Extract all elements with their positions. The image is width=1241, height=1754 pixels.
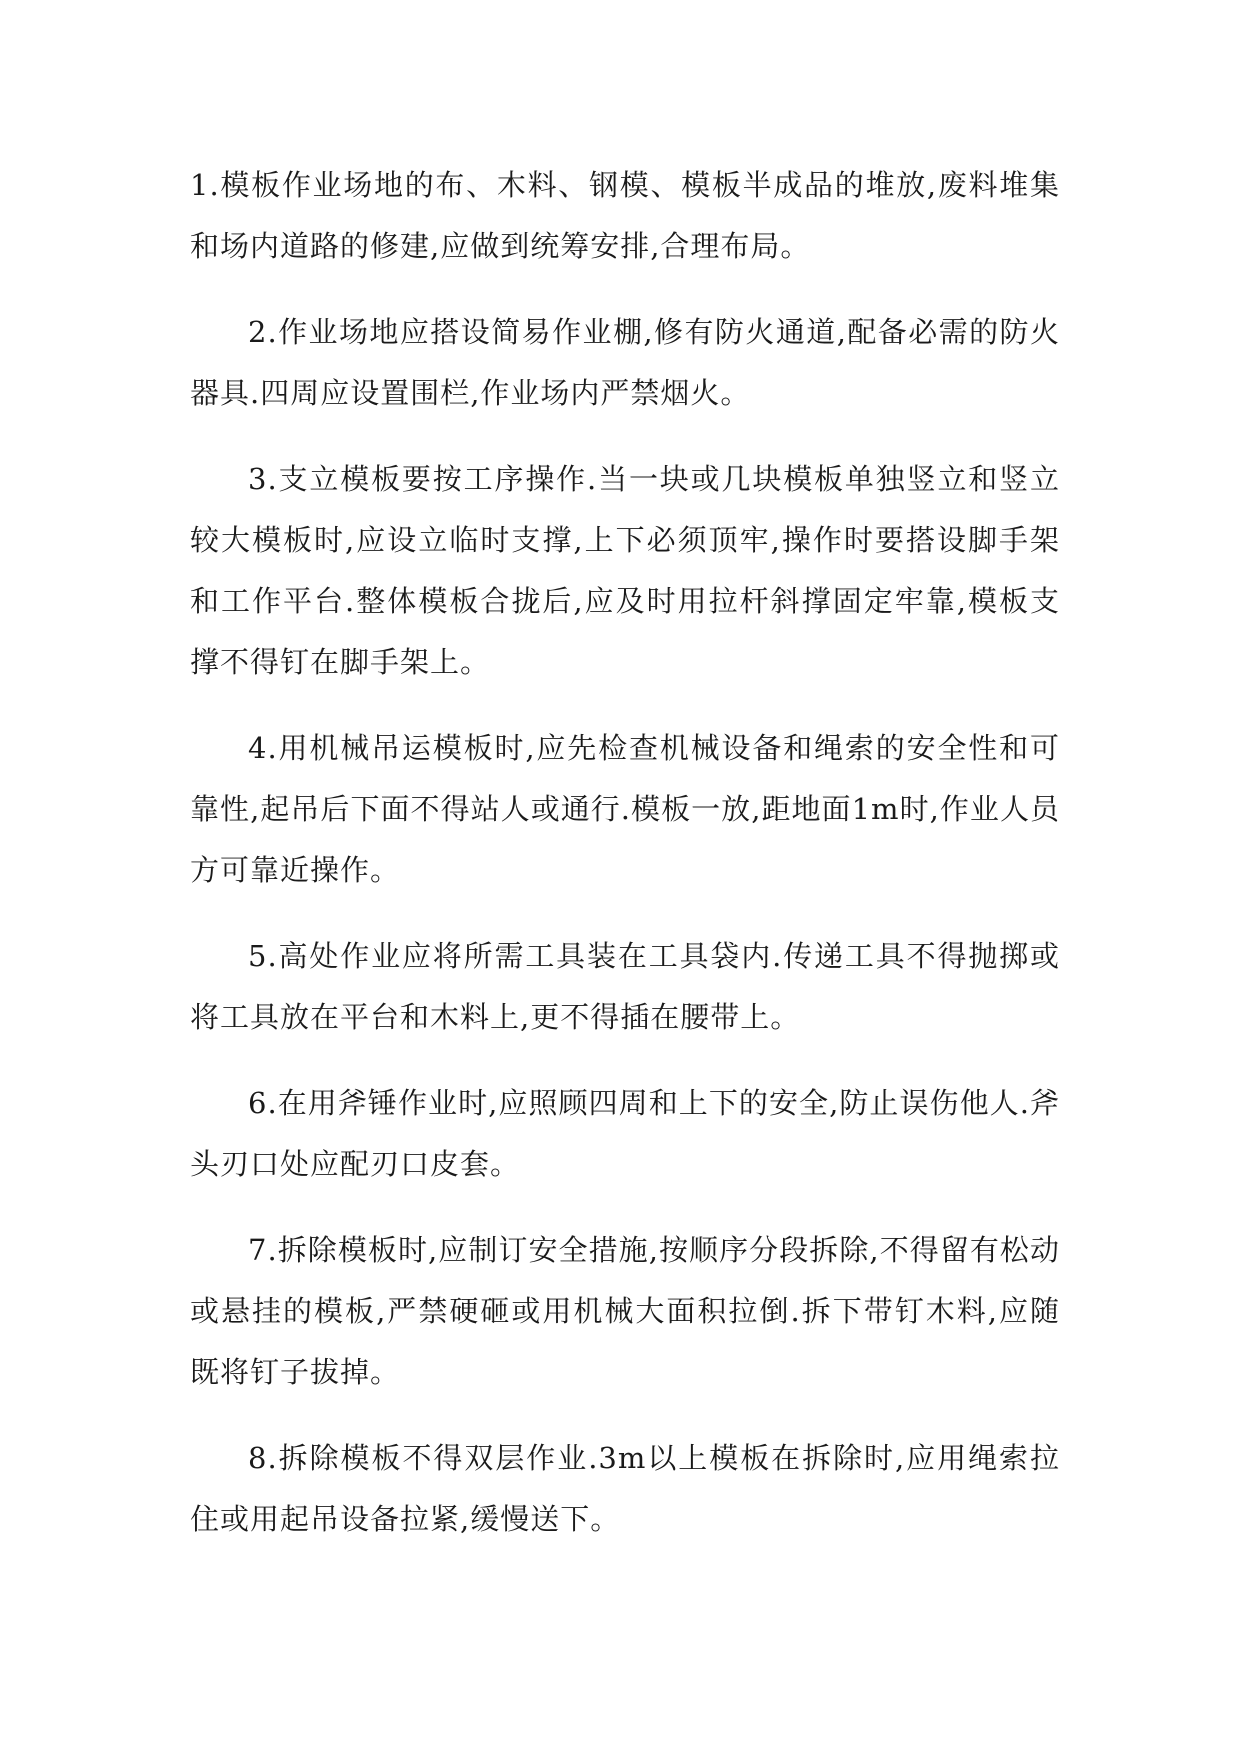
paragraph-7: 7.拆除模板时,应制订安全措施,按顺序分段拆除,不得留有松动或悬挂的模板,严禁硬砸或用机械大面积拉倒.拆下带钉木料,应随既将钉子拔掉。 (190, 1233, 1060, 1389)
paragraph-8: 8.拆除模板不得双层作业.3m以上模板在拆除时,应用绳索拉住或用起吊设备拉紧,缓慢送下。 (190, 1441, 1060, 1536)
paragraph-6: 6.在用斧锤作业时,应照顾四周和上下的安全,防止误伤他人.斧头刃口处应配刃口皮套。 (190, 1086, 1060, 1181)
paragraph-4: 4.用机械吊运模板时,应先检查机械设备和绳索的安全性和可靠性,起吊后下面不得站人或通行.模板一放,距地面1m时,作业人员方可靠近操作。 (190, 731, 1060, 887)
paragraph-2: 2.作业场地应搭设简易作业棚,修有防火通道,配备必需的防火器具.四周应设置围栏,作业场内严禁烟火。 (190, 315, 1060, 410)
paragraph-5: 5.高处作业应将所需工具装在工具袋内.传递工具不得抛掷或将工具放在平台和木料上,更不得插在腰带上。 (190, 939, 1060, 1034)
document-body (190, 155, 1060, 1575)
paragraph-3: 3.支立模板要按工序操作.当一块或几块模板单独竖立和竖立较大模板时,应设立临时支撑,上下必须顶牢,操作时要搭设脚手架和工作平台.整体模板合拢后,应及时用拉杆斜撑固定牢靠,模板支撑不得钉在脚手架上。 (190, 462, 1060, 679)
paragraph-1: 1.模板作业场地的布、木料、钢模、模板半成品的堆放,废料堆集和场内道路的修建,应做到统筹安排,合理布局。 (190, 168, 1060, 263)
